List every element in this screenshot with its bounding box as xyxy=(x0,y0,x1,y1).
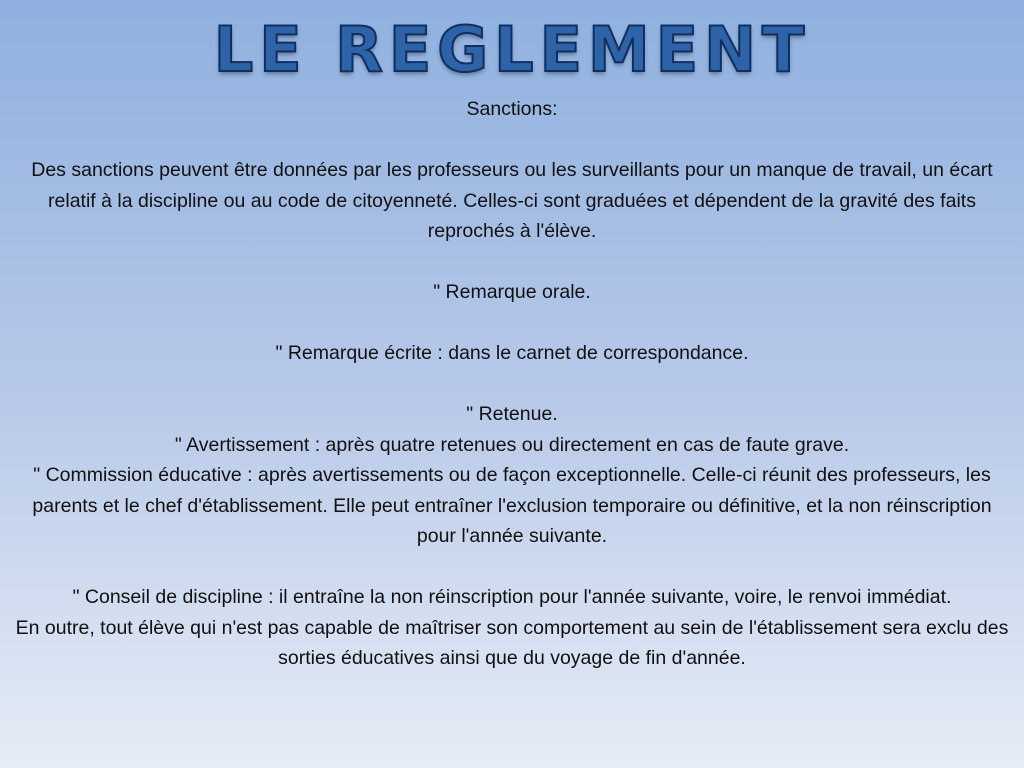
intro-paragraph: Des sanctions peuvent être données par les professeurs ou les surveillants pour un manque de travail, un écart relatif à la discipline ou au code de citoyenneté. Celles-ci sont graduées et dépendent de la gravité des faits reprochés à l'élève. xyxy=(31,159,993,242)
item-remarque-ecrite: " Remarque écrite : dans le carnet de correspondance. xyxy=(275,342,749,364)
spacer xyxy=(12,552,1012,583)
item-retenue: " Retenue. xyxy=(466,403,558,425)
conclusion-paragraph: En outre, tout élève qui n'est pas capable de maîtriser son comportement au sein de l'établissement sera exclu des sorties éducatives ainsi que du voyage de fin d'année. xyxy=(15,616,1009,669)
sanctions-heading: Sanctions: xyxy=(466,98,558,120)
slide-title: LE REGLEMENT xyxy=(213,13,811,86)
spacer xyxy=(12,369,1012,400)
item-avertissement: " Avertissement : après quatre retenues ou directement en cas de faute grave. xyxy=(174,433,850,456)
spacer xyxy=(12,125,1012,156)
item-remarque-orale: " Remarque orale. xyxy=(433,281,591,303)
item-conseil: " Conseil de discipline : il entraîne la non réinscription pour l'année suivante, voire, le renvoi immédiat. xyxy=(72,586,952,608)
spacer xyxy=(12,247,1012,278)
slide-body xyxy=(12,94,1012,674)
item-commission: " Commission éducative : après avertissements ou de façon exceptionnelle. Celle-ci réunit des professeurs, les parents et le chef d'établissement. Elle peut entraîner l'exclusion temporaire ou définitive, et la non réinscription pour l'année suivante. xyxy=(32,464,992,547)
spacer xyxy=(12,308,1012,339)
